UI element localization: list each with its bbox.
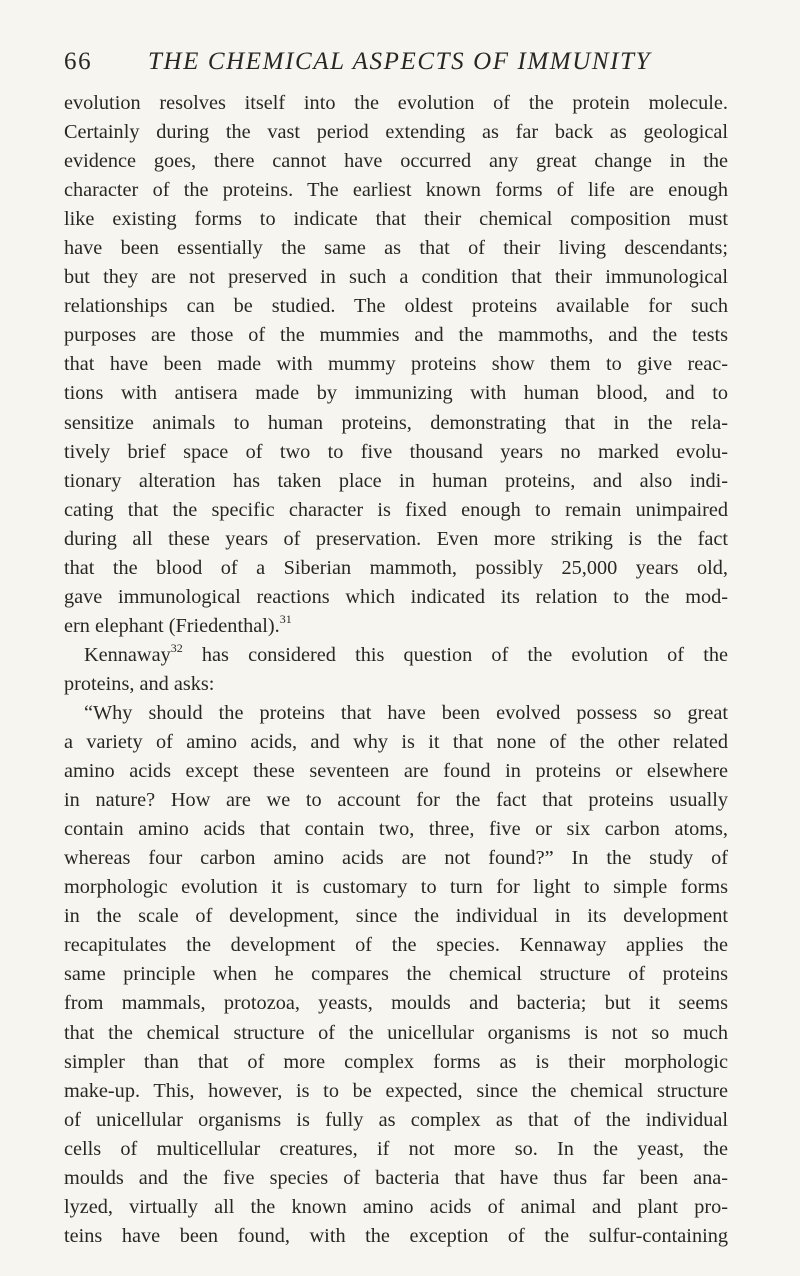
text-line	[64, 786, 728, 815]
text-line	[64, 147, 728, 176]
text-line	[64, 118, 728, 147]
text-line	[64, 1019, 728, 1048]
running-title: THE CHEMICAL ASPECTS OF IMMUNITY	[148, 48, 652, 75]
line-text: proteins, and asks:	[64, 672, 215, 695]
line-text: Certainly during the vast period extending as far back as geological	[64, 121, 728, 144]
text-line	[64, 1164, 728, 1193]
text-line	[64, 583, 728, 612]
line-text: have been essentially the same as that of their living descendants;	[64, 237, 728, 260]
text-line	[64, 902, 728, 931]
text-line	[64, 292, 728, 321]
text-line	[64, 1077, 728, 1106]
line-text: “Why should the proteins that have been evolved possess so great	[84, 701, 728, 724]
line-text: from mammals, protozoa, yeasts, moulds and bacteria; but it seems	[64, 992, 728, 1015]
line-text: morphologic evolution it is customary to turn for light to simple forms	[64, 876, 728, 899]
footnote-reference: 32	[170, 640, 183, 655]
text-line	[64, 263, 728, 292]
line-text: same principle when he compares the chemical structure of proteins	[64, 963, 728, 986]
line-text: like existing forms to indicate that their chemical composition must	[64, 208, 728, 231]
text-line	[64, 960, 728, 989]
text-line	[64, 350, 728, 379]
line-text: contain amino acids that contain two, three, five or six carbon atoms,	[64, 818, 728, 841]
line-text: in the scale of development, since the individual in its development	[64, 905, 728, 928]
line-text: in nature? How are we to account for the fact that proteins usually	[64, 789, 728, 812]
footnote-reference: 31	[279, 611, 292, 626]
line-text: a variety of amino acids, and why is it that none of the other related	[64, 731, 728, 754]
text-line	[64, 379, 728, 408]
line-text: amino acids except these seventeen are found in proteins or elsewhere	[64, 760, 728, 783]
text-line	[64, 873, 728, 902]
line-text: teins have been found, with the exception of the sulfur-containing	[64, 1224, 728, 1247]
text-line	[64, 989, 728, 1018]
text-line	[64, 612, 728, 641]
text-line	[64, 321, 728, 350]
line-text: of unicellular organisms is fully as complex as that of the individual	[64, 1108, 728, 1131]
text-line	[64, 409, 728, 438]
line-text: relationships can be studied. The oldest proteins available for such	[64, 295, 728, 318]
line-text: moulds and the five species of bacteria that have thus far been ana-	[64, 1166, 728, 1189]
line-text: tionary alteration has taken place in human proteins, and also indi-	[64, 469, 728, 492]
line-text: lyzed, virtually all the known amino acids of animal and plant pro-	[64, 1195, 728, 1218]
body-text	[64, 89, 728, 1251]
text-line	[64, 496, 728, 525]
line-text: gave immunological reactions which indicated its relation to the mod-	[64, 585, 728, 608]
line-text: that the blood of a Siberian mammoth, possibly 25,000 years old,	[64, 556, 728, 579]
text-line	[64, 931, 728, 960]
text-line	[64, 1048, 728, 1077]
text-line	[64, 438, 728, 467]
text-line	[64, 815, 728, 844]
line-text-continued: has considered this question of the evolution of the	[182, 643, 728, 666]
line-text: that have been made with mummy proteins show them to give reac-	[64, 353, 728, 376]
text-line	[64, 728, 728, 757]
line-text: simpler than that of more complex forms as is their morphologic	[64, 1050, 728, 1073]
text-line	[64, 1193, 728, 1222]
text-line	[64, 554, 728, 583]
text-line	[64, 757, 728, 786]
line-text: ern elephant (Friedenthal).	[64, 614, 280, 637]
line-text: Kennaway	[84, 643, 171, 666]
line-text: character of the proteins. The earliest known forms of life are enough	[64, 179, 728, 202]
text-line	[64, 176, 728, 205]
line-text: cating that the specific character is fixed enough to remain unimpaired	[64, 498, 728, 521]
text-line	[64, 670, 728, 699]
line-text: tions with antisera made by immunizing with human blood, and to	[64, 382, 728, 405]
page-header	[64, 48, 724, 84]
text-line	[64, 699, 728, 728]
line-text: purposes are those of the mummies and the mammoths, and the tests	[64, 324, 728, 347]
text-line	[64, 1106, 728, 1135]
line-text: tively brief space of two to five thousand years no marked evolu-	[64, 440, 728, 463]
text-line	[64, 844, 728, 873]
line-text: evidence goes, there cannot have occurred any great change in the	[64, 150, 728, 173]
line-text: sensitize animals to human proteins, demonstrating that in the rela-	[64, 411, 728, 434]
line-text: evolution resolves itself into the evolution of the protein molecule.	[64, 92, 728, 114]
page-number: 66	[64, 48, 93, 75]
line-text: but they are not preserved in such a condition that their immunological	[64, 266, 728, 289]
text-line	[64, 525, 728, 554]
line-text: that the chemical structure of the unicellular organisms is not so much	[64, 1021, 728, 1044]
text-line	[64, 1135, 728, 1164]
text-line	[64, 205, 728, 234]
line-text: whereas four carbon amino acids are not found?” In the study of	[64, 847, 728, 870]
text-line	[64, 1222, 728, 1251]
text-line	[64, 641, 728, 670]
line-text: make-up. This, however, is to be expected, since the chemical structure	[64, 1079, 728, 1102]
line-text: during all these years of preservation. Even more striking is the fact	[64, 527, 728, 550]
line-text: cells of multicellular creatures, if not more so. In the yeast, the	[64, 1137, 728, 1160]
line-text: recapitulates the development of the species. Kennaway applies the	[64, 934, 728, 957]
text-line	[64, 467, 728, 496]
text-line	[64, 234, 728, 263]
text-line	[64, 89, 728, 118]
